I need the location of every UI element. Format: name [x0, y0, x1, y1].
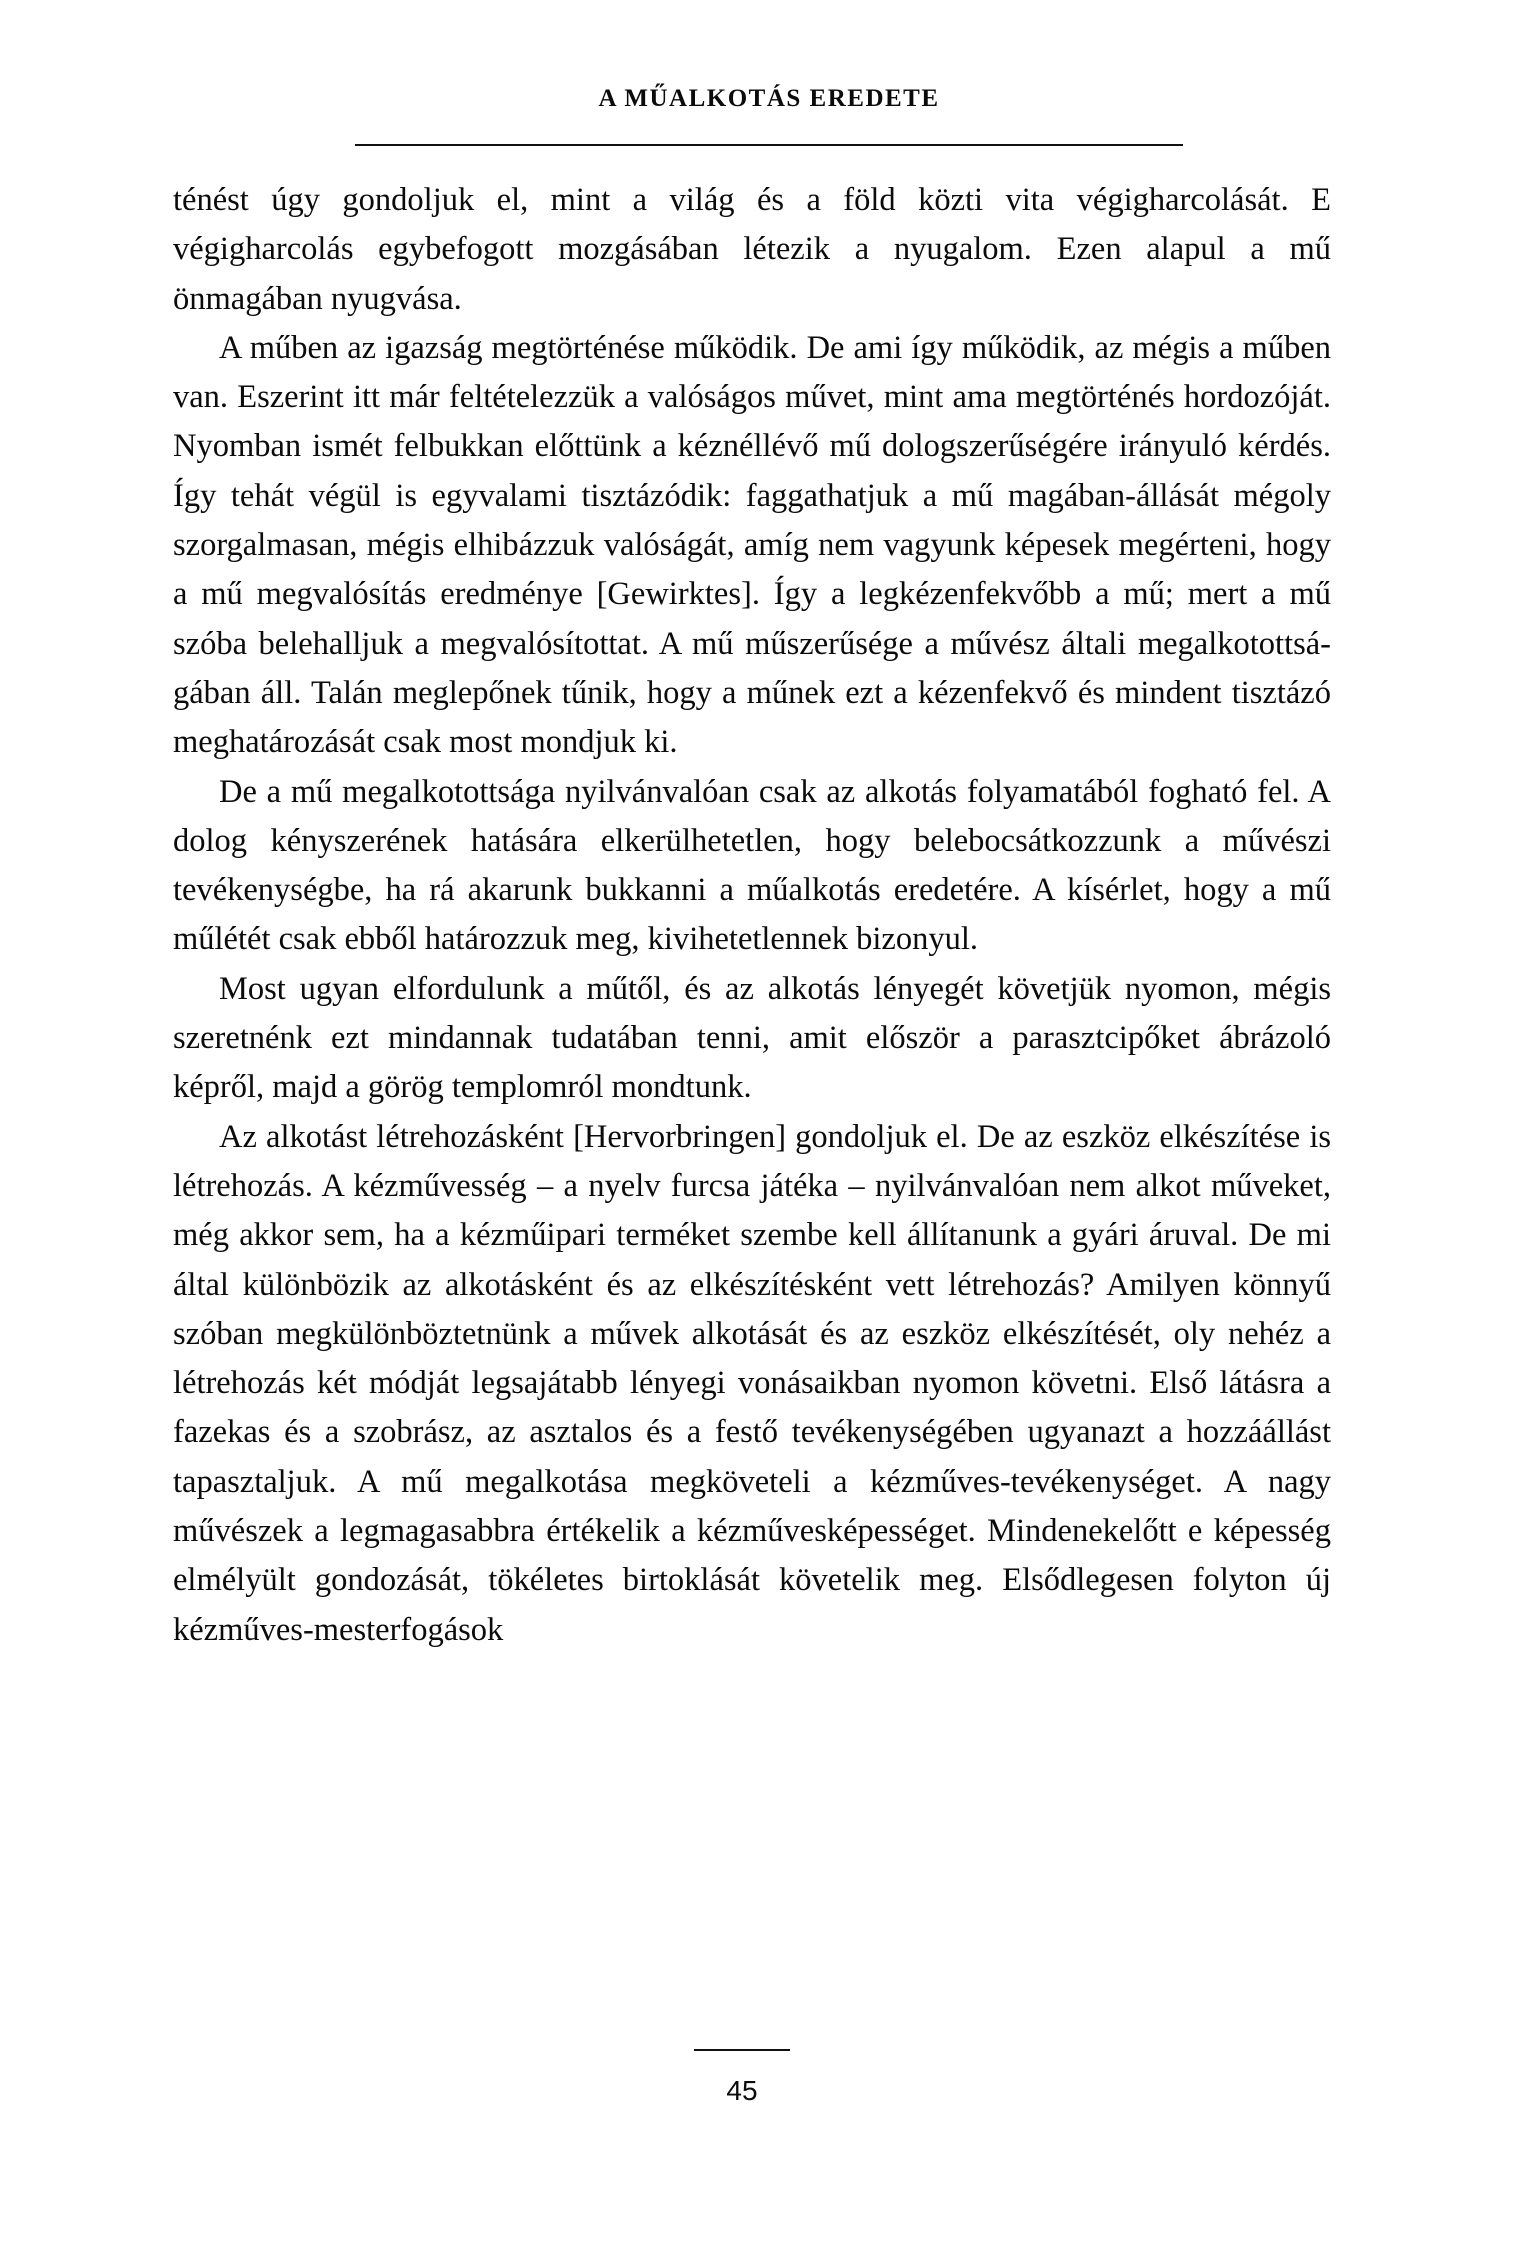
header-rule — [355, 144, 1183, 146]
body-text — [173, 176, 1331, 1655]
paragraph: Az alkotást létrehozásként [Hervorbringen] gondoljuk el. De az eszköz elkészítése is létrehozás. A kézművesség – a nyelv furcsa játéka – nyilvánvalóan nem alkot műveket, még akkor sem, ha a kézműipari terméket szembe kell állítanunk a gyári áruval. De mi által különbözik az alkotásként és az elkészítésként vett létrehozás? Amilyen könnyű szóban megkülönböztetnünk a művek alkotását és az eszköz elkészítését, oly nehéz a létrehozás két módját legsajátabb lényegi vonásaikban nyomon követni. Első látásra a fazekas és a szobrász, az asztalos és a festő tevékenységében ugyanazt a hozzáállást tapasztaljuk. A mű megalkotása megköveteli a kézműves-tevékenységet. A nagy művészek a legmagasabbra értékelik a kézművesképességet. Mindenekelőtt e képesség elmélyült gondozását, tökéletes birtoklását követelik meg. Elsődlegesen folyton új kézműves-mesterfogások — [173, 1118, 1331, 1648]
paragraph: A műben az igazság megtörténése működik. De ami így működik, az mégis a műben van. Eszerint itt már feltételezzük a valóságos művet, mint ama megtörténés hordozóját. Nyomban ismét felbukkan előttünk a kéznéllévő mű dologszerűségére irányuló kérdés. Így tehát végül is egyvalami tisztázódik: faggathatjuk a mű magában-állását mégoly szorgalmasan, mégis elhibázzuk valóságát, amíg nem vagyunk képesek megérteni, hogy a mű megvalósítás eredménye [Gewirktes]. Így a legkézenfekvőbb a mű; mert a mű szóba belehalljuk a megvalósítottat. A mű műszerűsége a művész általi megalkotottságában áll. Talán meglepőnek tűnik, hogy a műnek ezt a kézenfekvő és mindent tisztázó meghatározását csak most mondjuk ki. — [173, 329, 1331, 761]
footer-rule — [694, 2049, 790, 2051]
paragraph-continued: ténést úgy gondoljuk el, mint a világ és a föld közti vita végigharcolását. E végigharcolás egybefogott mozgásában létezik a nyugalom. Ezen alapul a mű önmagában nyugvása. — [173, 182, 1331, 317]
page-number: 45 — [726, 2075, 758, 2106]
paragraph: Most ugyan elfordulunk a műtől, és az alkotás lényegét követjük nyomon, mégis szeretnénk ezt mindannak tudatában tenni, amit először a parasztcipőket ábrázoló képről, majd a görög templomról mondtunk. — [173, 970, 1331, 1106]
running-head-title: A MŰALKOTÁS EREDETE — [598, 85, 940, 112]
paragraph: De a mű megalkotottsága nyilvánvalóan csak az alkotás folyamatából fogható fel. A dolog kényszerének hatására elkerülhetetlen, hogy belebocsátkozzunk a művészi tevékenységbe, ha rá akarunk bukkanni a műalkotás eredetére. A kísérlet, hogy a mű műlétét csak ebből határozzuk meg, kivihetetlennek bizonyul. — [173, 773, 1331, 958]
